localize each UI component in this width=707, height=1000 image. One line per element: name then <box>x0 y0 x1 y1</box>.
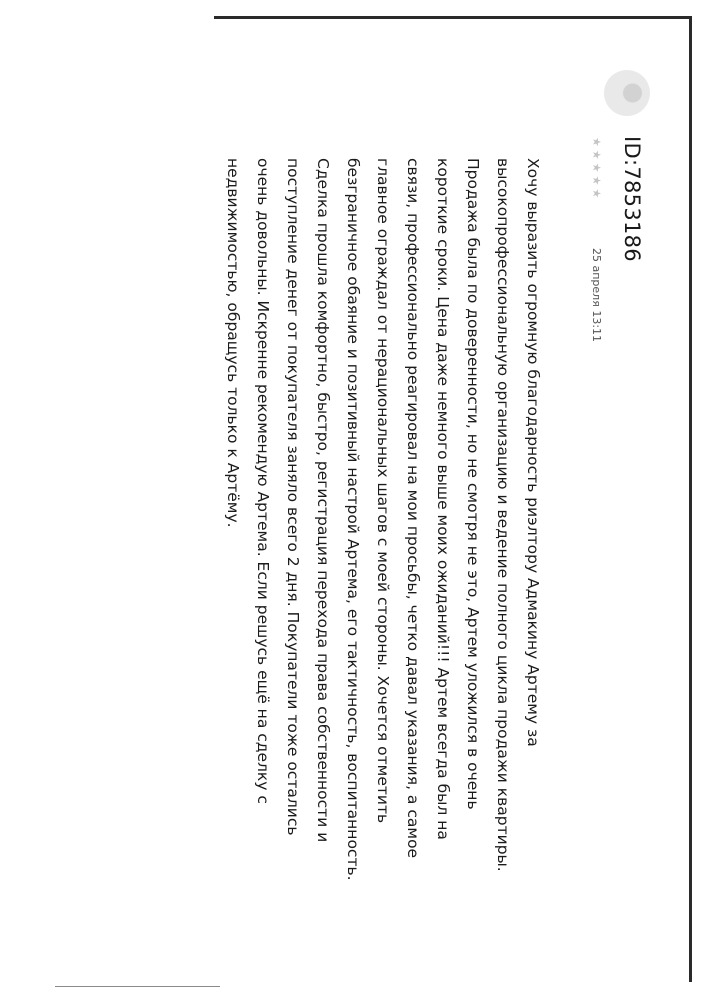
review-date: 25 апреля 13:11 <box>590 248 603 343</box>
review-line: короткие сроки. Цена даже немного выше моих ожиданий!!! Артем всегда был на <box>434 158 452 840</box>
scan-border-right <box>689 18 692 982</box>
review-text <box>218 158 548 966</box>
review-line: поступление денег от покупателя заняло всего 2 дня. Покупатели тоже остались <box>284 158 302 836</box>
avatar <box>604 70 650 116</box>
rating-stars: ★★★★★ <box>590 137 603 202</box>
review-line: недвижимостью, обращусь только к Артёму. <box>224 158 242 528</box>
review-line: Сделка прошла комфортно, быстро, регистрация перехода права собственности и <box>314 158 332 843</box>
review-line: главное ограждал от нерациональных шагов с моей стороны. Хочется отметить <box>374 158 392 824</box>
review-line: связи, профессионально реагировал на мои просьбы, четко давал указания, а самое <box>404 158 422 859</box>
review-line: Хочу выразить огромную благодарность риэлтору Адмакину Артему за <box>524 158 542 747</box>
review-line: безграничное обаяние и позитивный настрой Артема, его тактичность, воспитанность. <box>344 158 362 881</box>
review-line: высокопрофессиональную организацию и ведение полного цикла продажи квартиры. <box>494 158 512 872</box>
review-line: очень довольны. Искренне рекомендую Артема. Если решусь ещё на сделку с <box>254 158 272 804</box>
review-line: Продажа была по доверенности, но не смотря не это, Артем уложился в очень <box>464 158 482 810</box>
scan-border-bottom <box>55 986 220 987</box>
reviewer-id: ID:7853186 <box>620 136 644 262</box>
rotated-review-card <box>218 18 688 978</box>
